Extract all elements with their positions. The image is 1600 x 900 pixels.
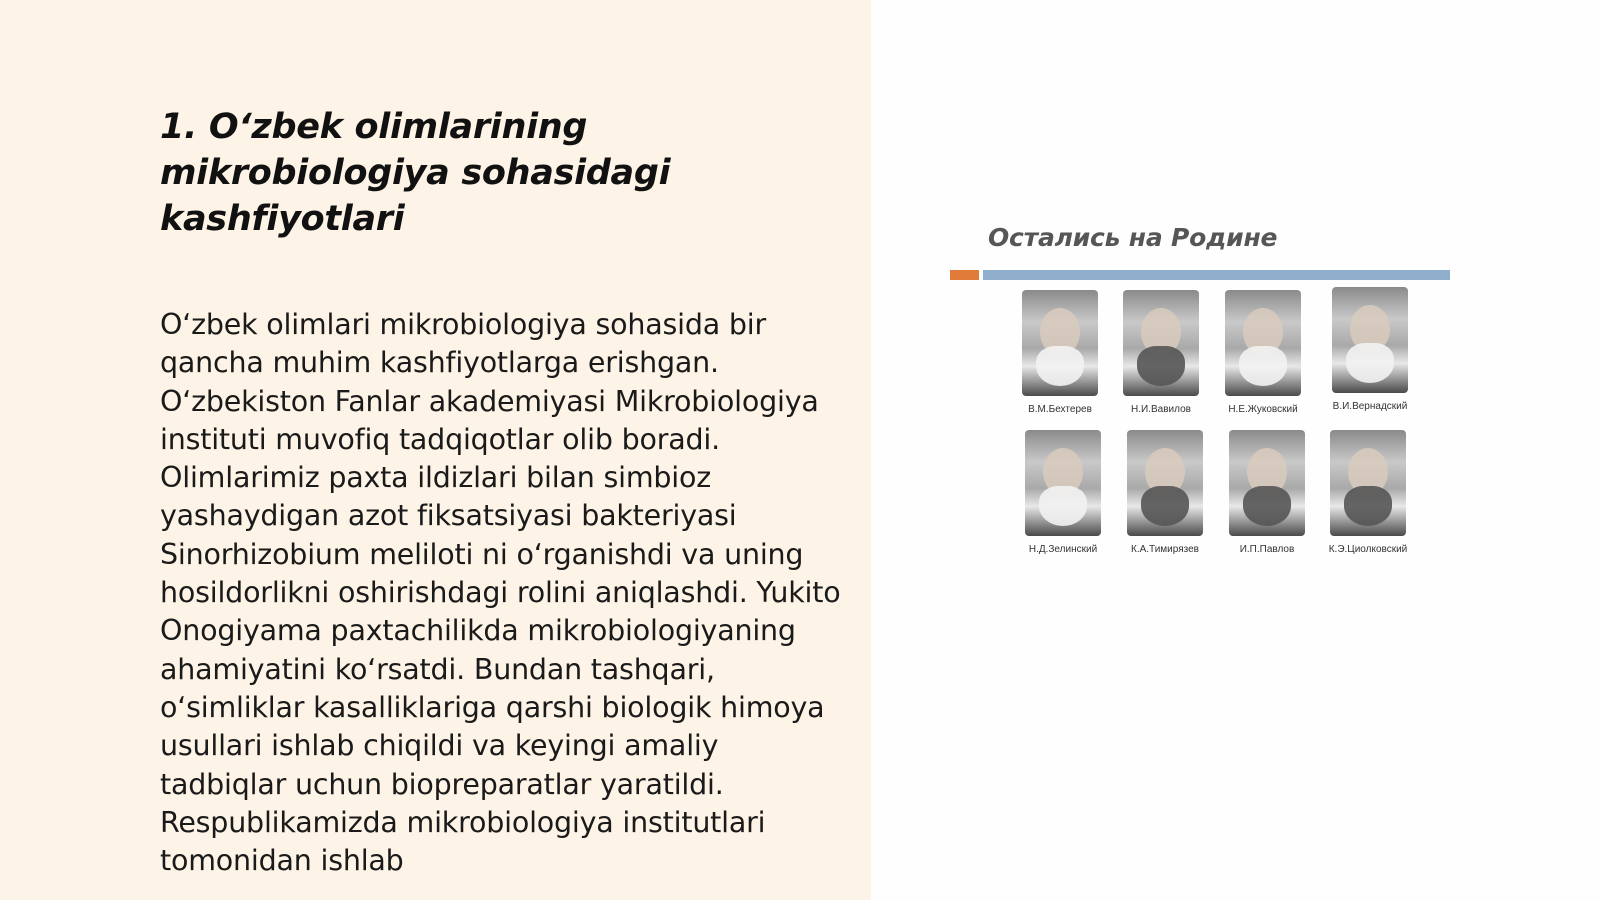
portrait-photo bbox=[1332, 287, 1408, 393]
portrait-photo bbox=[1229, 430, 1305, 536]
accent-bar-orange bbox=[950, 270, 979, 280]
portrait-card bbox=[1323, 430, 1413, 555]
slide-body-text: Oʻzbek olimlari mikrobiologiya sohasida bir qancha muhim kashfiyotlarga erishgan. Oʻzbekiston Fanlar akademiyasi Mikrobiologiya instituti muvofiq tadqiqotlar olib boradi. Olimlarimiz paxta ildizlari bilan simbioz yashaydigan azot fiksatsiyasi bakteriyasi Sinorhizobium meliloti ni oʻrganishdi va uning hosildorlikni oshirishdagi rolini aniqlashdi. Yukito Onogiyama paxtachilikda mikrobiologiyaning ahamiyatini koʻrsatdi. Bundan tashqari, oʻsimliklar kasalliklariga qarshi biologik himoya usullari ishlab chiqildi va keyingi amaliy tadbiqlar uchun biopreparatlar yaratildi. Respublikamizda mikrobiologiya institutlari tomonidan ishlab bbox=[160, 308, 841, 878]
portrait-photo bbox=[1025, 430, 1101, 536]
portrait-card bbox=[1120, 430, 1210, 555]
portrait-name: Н.И.Вавилов bbox=[1131, 404, 1191, 415]
portrait-photo bbox=[1123, 290, 1199, 396]
scientists-photo-collage bbox=[940, 215, 1460, 575]
portrait-name: Н.Д.Зелинский bbox=[1028, 544, 1098, 555]
portrait-card bbox=[1222, 430, 1312, 555]
portrait-name: К.Э.Циолковский bbox=[1328, 544, 1408, 555]
portrait-card bbox=[1018, 430, 1108, 555]
portrait-photo bbox=[1127, 430, 1203, 536]
portrait-name: В.М.Бехтерев bbox=[1028, 404, 1092, 415]
accent-bar-blue bbox=[983, 270, 1450, 280]
portrait-photo bbox=[1022, 290, 1098, 396]
portrait-name: К.А.Тимирязев bbox=[1131, 544, 1199, 555]
portrait-photo bbox=[1330, 430, 1406, 536]
portrait-card bbox=[1116, 290, 1206, 415]
portrait-name: В.И.Вернадский bbox=[1332, 401, 1408, 412]
collage-caption: Остались на Родине bbox=[988, 223, 1278, 252]
slide-title: 1. Oʻzbek olimlarining mikrobiologiya sohasidagi kashfiyotlari bbox=[160, 107, 671, 239]
portrait-card bbox=[1218, 290, 1308, 415]
portrait-photo bbox=[1225, 290, 1301, 396]
portrait-card bbox=[1325, 287, 1415, 412]
portrait-name: И.П.Павлов bbox=[1239, 544, 1295, 555]
portrait-card bbox=[1015, 290, 1105, 415]
portrait-name: Н.Е.Жуковский bbox=[1228, 404, 1298, 415]
